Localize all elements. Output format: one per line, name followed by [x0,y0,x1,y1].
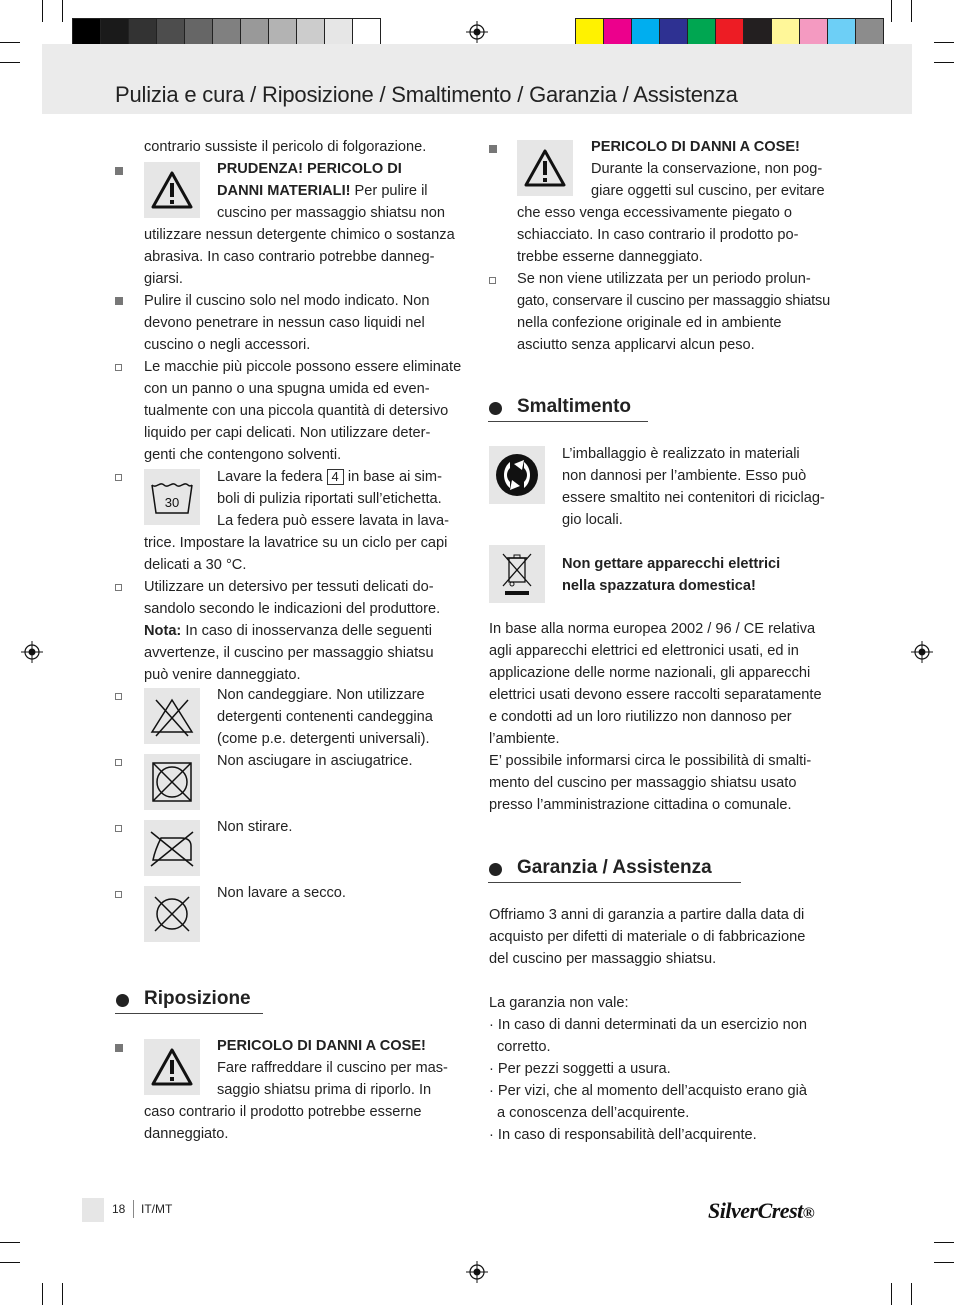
long-storage-l3: nella confezione originale ed in ambiente [517,315,782,331]
logo-silver: Silver [708,1198,758,1223]
norm-l8: mento del cuscino per massaggio shiatsu usato [489,775,797,791]
riposizione-warning-bold: PERICOLO DI DANNI A COSE! [217,1038,426,1054]
garanzia-item4: · In caso di responsabilità dell’acquirente. [489,1127,757,1143]
gray-swatch [325,19,353,47]
right-warning-l4: che esso venga eccessivamente piegato o [517,205,793,221]
clean-only-l2: devono penetrare in nessun caso liquidi nel [144,315,425,331]
long-storage-l2: gato, conservare il cuscino per massaggio shiatsu [517,293,831,309]
no-bleach-box [144,688,200,744]
crop-mark [934,62,954,63]
warning1-l2 [217,180,428,202]
warning1-l3: cuscino per massaggio shiatsu non [217,205,445,221]
stains-l4: liquido per capi delicati. Non utilizzare deter- [144,425,431,441]
gray-swatch [241,19,269,47]
long-storage-l4: asciutto senza applicarvi alcun peso. [517,337,755,353]
nota-label: Nota: [144,623,182,639]
page-title: Pulizia e cura / Riposizione / Smaltimento / Garanzia / Assistenza [115,82,738,107]
warning-box [144,1039,200,1095]
warning1-l6: giarsi. [144,271,183,287]
section-heading-riposizione: Riposizione [144,988,251,1009]
garanzia-l2: acquisto per difetti di materiale o di fabbricazione [489,929,806,945]
crop-mark [62,0,63,22]
norm-l3: applicazione delle norme nazionali, gli apparecchi [489,665,811,681]
right-warning-l5: schiacciato. In caso contrario il prodotto po- [517,227,799,243]
section-bullet-icon [116,994,129,1007]
bullet-empty [115,825,122,832]
item-number-box: 4 [327,469,344,485]
detergent-l3 [144,620,432,642]
detergent-l2: sandolo secondo le indicazioni del produttore. [144,601,441,617]
wash-l3: La federa può essere lavata in lava- [217,513,450,529]
detergent-l5: può venire danneggiato. [144,667,301,683]
green-dot-recycle-icon [494,452,540,498]
warning-box [144,162,200,218]
bullet-filled [115,167,123,175]
packaging-l2: non dannosi per l’ambiente. Esso può [562,468,807,484]
bullet-filled [115,297,123,305]
bullet-empty [115,759,122,766]
garanzia-l3: del cuscino per massaggio shiatsu. [489,951,717,967]
stains-l5: genti che contengono solventi. [144,447,342,463]
warning-triangle-icon [523,148,567,188]
gray-swatch [185,19,213,47]
no-dry-clean-text: Non lavare a secco. [217,885,346,901]
bullet-empty [115,474,122,481]
warning1-bold-l1: PRUDENZA! PERICOLO DI [217,161,402,177]
bullet-empty [115,364,122,371]
wash-l5: delicati a 30 °C. [144,557,247,573]
right-warning-l2: Durante la conservazione, non pog- [591,161,823,177]
footer-divider [133,1200,134,1218]
color-swatch [800,19,828,47]
norm-l4: elettrici usati devono essere raccolti separatamente [489,687,822,703]
no-bleach-l2: detergenti contenenti candeggina [217,709,433,725]
riposizione-warning-l2: Fare raffreddare il cuscino per mas- [217,1060,448,1076]
recycle-box [489,446,545,504]
gray-swatch [157,19,185,47]
wash-l1 [217,466,442,488]
crop-mark [934,1262,954,1263]
crop-mark [911,1283,912,1305]
detergent-l3-text: In caso di inosservanza delle seguenti [181,623,432,639]
wash-l2: boli di pulizia riportati sull’etichetta. [217,491,442,507]
silvercrest-logo [708,1198,814,1224]
garanzia-item2: · Per pezzi soggetti a usura. [489,1061,671,1077]
warning1-l5: abrasiva. In caso contrario potrebbe danneg- [144,249,435,265]
garanzia-l1: Offriamo 3 anni di garanzia a partire dalla data di [489,907,805,923]
packaging-l3: essere smaltito nei contenitori di riciclag- [562,490,825,506]
wash-symbol-box [144,469,200,525]
no-iron-icon [147,828,197,868]
logo-crest: Crest [757,1198,803,1223]
wash-temperature-label: 30 [164,495,180,510]
garanzia-item3-l2: a conoscenza dell’acquirente. [497,1105,690,1121]
gray-swatch [73,19,101,47]
clean-only-l3: cuscino o negli accessori. [144,337,311,353]
section-heading-garanzia: Garanzia / Assistenza [517,857,712,878]
detergent-l4: avvertenze, il cuscino per massaggio shiatsu [144,645,434,661]
stains-l3: tualmente con una piccola quantità di detersivo [144,403,449,419]
wash-l4: trice. Impostare la lavatrice su un ciclo per capi [144,535,448,551]
crop-mark [911,0,912,22]
gray-swatch [129,19,157,47]
crop-mark [0,62,20,63]
gray-swatch [353,19,380,47]
riposizione-warning-l5: danneggiato. [144,1126,229,1142]
norm-l2: agli apparecchi elettrici ed elettronici usati, ed in [489,643,799,659]
bullet-empty [115,693,122,700]
color-swatch [604,19,632,47]
section-underline [488,421,648,422]
page-header [42,44,912,114]
warning1-text-l2: Per pulire il [350,183,428,199]
no-bleach-l3: (come p.e. detergenti universali). [217,731,430,747]
warning1-bold-l2: DANNI MATERIALI! [217,183,351,199]
color-swatch [576,19,604,47]
right-warning-l3: giare oggetti sul cuscino, per evitare [591,183,825,199]
section-bullet-icon [489,402,502,415]
right-warning-l6: trebbe esserne danneggiato. [517,249,703,265]
wash-l1a: Lavare la federa [217,469,323,485]
no-iron-text: Non stirare. [217,819,293,835]
crossed-bin-icon [497,550,537,598]
gray-swatch [101,19,129,47]
language-code: IT/MT [141,1202,173,1216]
crop-mark [42,0,43,22]
norm-l1: In base alla norma europea 2002 / 96 / CE relativa [489,621,816,637]
crop-mark [42,1283,43,1305]
bullet-empty [115,584,122,591]
warning1-l4: utilizzare nessun detergente chimico o sostanza [144,227,455,243]
gray-swatch [269,19,297,47]
section-underline [115,1013,263,1014]
norm-l5: e condotti ad un loro riutilizzo non dannoso per [489,709,792,725]
intro-text: contrario sussiste il pericolo di folgorazione. [144,139,427,155]
no-tumble-dry-icon [149,759,195,805]
bullet-filled [115,1044,123,1052]
garanzia-item1-l2: corretto. [497,1039,551,1055]
color-swatch [856,19,883,47]
bullet-empty [489,277,496,284]
crop-mark [891,1283,892,1305]
registration-mark-icon [911,641,933,663]
crop-mark [0,1262,20,1263]
clean-only-l1: Pulire il cuscino solo nel modo indicato. Non [144,293,430,309]
right-warning-bold: PERICOLO DI DANNI A COSE! [591,139,800,155]
crop-mark [891,0,892,22]
no-iron-box [144,820,200,876]
bullet-empty [115,891,122,898]
detergent-l1: Utilizzare un detersivo per tessuti delicati do- [144,579,434,595]
section-heading-smaltimento: Smaltimento [517,396,632,417]
gray-swatch [213,19,241,47]
wash-l1b: in base ai sim- [347,469,442,485]
color-swatch [828,19,856,47]
stains-l2: con un panno o una spugna umida ed even- [144,381,430,397]
crop-mark [62,1283,63,1305]
riposizione-warning-l3: saggio shiatsu prima di riporlo. In [217,1082,432,1098]
norm-l9: presso l’amministrazione cittadina o comunale. [489,797,792,813]
no-dry-clean-icon [150,892,194,936]
no-dry-clean-box [144,886,200,942]
packaging-l1: L’imballaggio è realizzato in materiali [562,446,800,462]
riposizione-warning-l4: caso contrario il prodotto potrebbe esserne [144,1104,422,1120]
packaging-l4: gio locali. [562,512,623,528]
registration-mark-icon [21,641,43,663]
weee-l2: nella spazzatura domestica! [562,578,756,594]
registration-mark-icon [466,21,488,43]
crop-mark [0,42,20,43]
crop-mark [0,1242,20,1243]
garanzia-not-valid: La garanzia non vale: [489,995,629,1011]
page-number: 18 [112,1202,126,1216]
garanzia-item3-l1: · Per vizi, che al momento dell’acquisto erano già [489,1083,807,1099]
color-swatch [772,19,800,47]
crop-mark [934,1242,954,1243]
page-number-tab [82,1198,104,1222]
logo-registered-mark: ® [802,1205,815,1222]
weee-l1: Non gettare apparecchi elettrici [562,556,781,572]
no-tumble-dry-box [144,754,200,810]
warning-box [517,140,573,196]
norm-l6: l’ambiente. [489,731,560,747]
bullet-filled [489,145,497,153]
registration-mark-icon [466,1261,488,1283]
color-swatch [688,19,716,47]
no-bleach-l1: Non candeggiare. Non utilizzare [217,687,425,703]
long-storage-l1: Se non viene utilizzata per un periodo prolun- [517,271,811,287]
garanzia-item1-l1: · In caso di danni determinati da un esercizio non [489,1017,808,1033]
crop-mark [934,42,954,43]
warning-triangle-icon [150,170,194,210]
color-swatch [744,19,772,47]
no-bleach-icon [148,694,196,738]
no-dryer-text: Non asciugare in asciugatrice. [217,753,413,769]
color-swatch [716,19,744,47]
weee-box [489,545,545,603]
gray-swatch [297,19,325,47]
color-swatch [632,19,660,47]
color-swatch [660,19,688,47]
norm-l7: E’ possibile informarsi circa le possibilità di smalti- [489,753,812,769]
warning-triangle-icon [150,1047,194,1087]
wash-30-icon [148,477,196,517]
section-underline [488,882,741,883]
stains-l1: Le macchie più piccole possono essere eliminate [144,359,462,375]
section-bullet-icon [489,863,502,876]
